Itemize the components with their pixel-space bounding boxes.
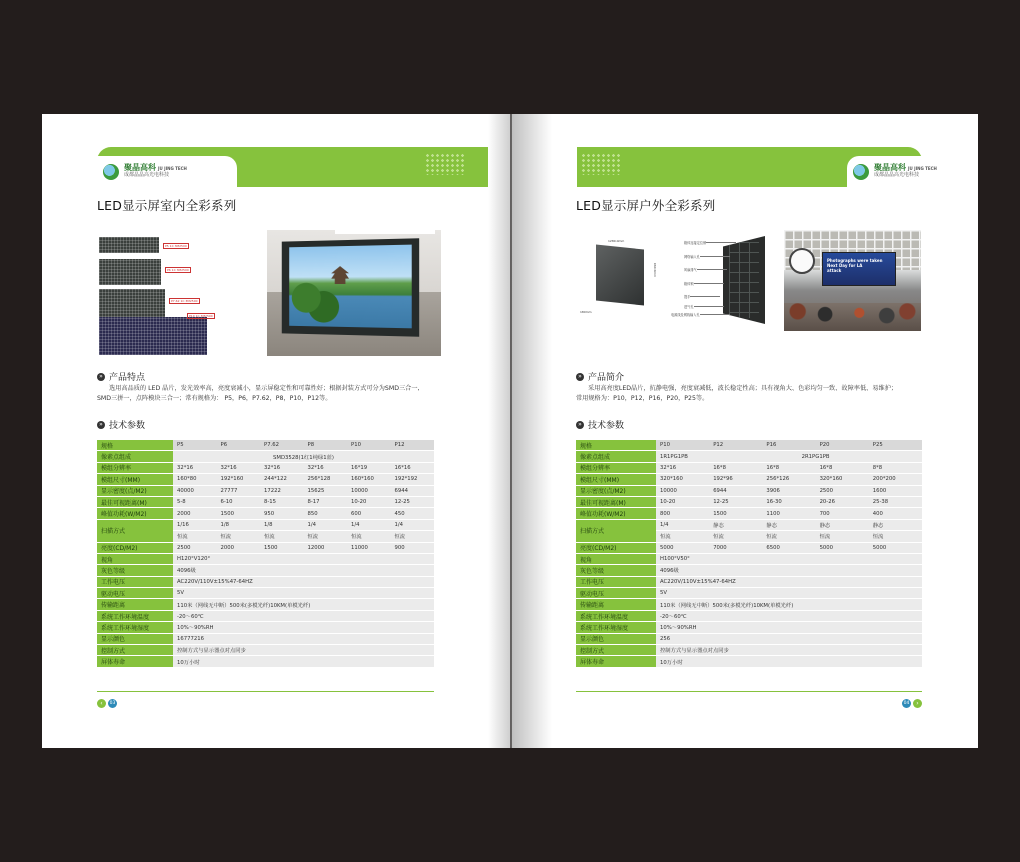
spec-value-cell: 32*16 xyxy=(260,463,304,473)
spec-label-cell: 驱动电压 xyxy=(97,588,173,598)
spec-label-cell: 最佳可视距离(M) xyxy=(97,497,173,507)
module-image xyxy=(99,289,165,317)
logo-name: 聚晶高科 xyxy=(124,163,156,173)
spec-label-cell: 扫描方式 xyxy=(576,520,656,542)
spec-label-cell: 传输距离 xyxy=(576,599,656,609)
spec-value-cell: 10-20 xyxy=(656,497,709,507)
spec-value-cell: 15625 xyxy=(304,486,348,496)
indoor-display-photo xyxy=(267,230,441,356)
spec-value-cell: 40000 xyxy=(173,486,217,496)
table-row xyxy=(576,565,922,575)
spec-value-cell: 1/4 xyxy=(656,520,709,530)
spec-value-cell: 320*160 xyxy=(656,474,709,484)
dimension-width: 1280.0mm xyxy=(608,239,625,243)
callout-label: 进气孔 xyxy=(684,305,694,309)
spec-value-cell: 3906 xyxy=(762,486,815,496)
pager xyxy=(902,699,922,708)
spec-value-cell: 10%～90%RH xyxy=(656,622,922,632)
spec-value-cell: P16 xyxy=(762,440,815,450)
spec-label-cell: 驱动电压 xyxy=(576,588,656,598)
left-page xyxy=(42,114,510,748)
spec-label-cell: 工作电压 xyxy=(97,577,173,587)
spec-label-cell: 控制方式 xyxy=(97,645,173,655)
spec-value-cell: 静态 xyxy=(762,520,815,530)
spec-label-cell: 视角 xyxy=(97,554,173,564)
spec-value-cell: 7000 xyxy=(709,543,762,553)
table-row xyxy=(576,451,922,461)
spec-label-cell: 系统工作环境温度 xyxy=(97,611,173,621)
led-module-photos xyxy=(99,237,214,353)
spec-value-cell: 1/8 xyxy=(260,520,304,530)
table-row xyxy=(576,497,922,507)
spec-value-cell: 4096级 xyxy=(173,565,434,575)
spec-value-cell: 静态 xyxy=(709,520,762,530)
indoor-spec-table xyxy=(97,439,434,668)
spec-value-cell: 200*200 xyxy=(869,474,922,484)
spec-label-cell: 系统工作环境湿度 xyxy=(576,622,656,632)
spec-value-cell: 2500 xyxy=(816,486,869,496)
features-text: SMD三拼一，点阵模块三合一；常有规格为： P5，P6，P7.62，P8，P10，P12等。 xyxy=(97,395,332,402)
callout-label: 风扇排气 xyxy=(684,268,697,272)
spec-value-cell: 25-38 xyxy=(869,497,922,507)
table-row xyxy=(576,474,922,484)
table-row xyxy=(97,554,434,564)
spec-value-cell: 160*160 xyxy=(347,474,391,484)
table-row xyxy=(97,622,434,632)
spec-label-cell: 系统工作环境温度 xyxy=(576,611,656,621)
spec-label-cell: 峰值功耗(W/M2) xyxy=(576,508,656,518)
spec-value-cell: 192*160 xyxy=(217,474,261,484)
spec-label-cell: 显示密度(点/M2) xyxy=(576,486,656,496)
spec-value-cell: 1R1PG1PB xyxy=(656,451,709,461)
spec-value-cell: 256 xyxy=(656,634,922,644)
spec-value-cell: 5000 xyxy=(816,543,869,553)
table-row xyxy=(576,486,922,496)
spec-label-cell: 扫描方式 xyxy=(97,520,173,542)
module-tag: P6 1C 3M2500 xyxy=(167,268,189,272)
table-row xyxy=(97,463,434,473)
brand-logo xyxy=(97,156,237,187)
spec-value-cell: 1/8 xyxy=(217,520,261,530)
table-row xyxy=(97,588,434,598)
table-row xyxy=(576,645,922,655)
spec-label-cell: 亮度(CD/M2) xyxy=(97,543,173,553)
spec-label-cell: 控制方式 xyxy=(576,645,656,655)
callout-label: 提手 xyxy=(684,295,691,299)
spec-value-cell: 1/4 xyxy=(347,520,391,530)
spec-label-cell: 像素点组成 xyxy=(576,451,656,461)
spec-value-cell: 110米（网线无中断）500米(多模光纤)10KM(单模光纤) xyxy=(173,599,434,609)
logo-subtitle: 成都晶晶高光电科技 xyxy=(874,172,920,179)
outdoor-display-photo xyxy=(784,230,921,331)
logo-en: JU JING TECH xyxy=(908,166,937,172)
spec-value-cell: SMD3528(1红1纯绿1蓝) xyxy=(173,451,434,461)
spec-value-cell: 恒流 xyxy=(709,531,762,541)
table-row xyxy=(576,520,922,530)
page-title: LED显示屏户外全彩系列 xyxy=(576,198,716,213)
spec-value-cell: -20～60℃ xyxy=(656,611,922,621)
dimension-height: 960.0mm xyxy=(653,262,658,278)
bullet-arrow-icon: » xyxy=(576,373,584,381)
logo-icon xyxy=(103,164,119,180)
intro-text: 采用高亮度LED晶片，抗静电强，亮度衰减低，波长稳定性高；具有视角大、色彩均匀一致、故障率低、易维护； xyxy=(588,385,898,392)
spec-label-cell: 像素点组成 xyxy=(97,451,173,461)
logo-subtitle: 成都晶晶高光电科技 xyxy=(124,172,170,179)
spec-value-cell: 16*8 xyxy=(709,463,762,473)
spec-value-cell: 10万小时 xyxy=(656,656,922,666)
spec-value-cell: 6944 xyxy=(709,486,762,496)
spec-label-cell: 规格 xyxy=(97,440,173,450)
module-tag: P7.62 1C 3M2500 xyxy=(171,299,198,303)
spec-value-cell: 1500 xyxy=(709,508,762,518)
spec-value-cell: 1500 xyxy=(260,543,304,553)
gutter-shadow xyxy=(512,114,552,748)
dot-pattern xyxy=(425,153,465,175)
intro-text: 常用规格为：P10，P12，P16，P20，P25等。 xyxy=(576,395,709,402)
spec-label-cell: 灰色等级 xyxy=(97,565,173,575)
dot-pattern xyxy=(581,153,621,175)
spec-value-cell: 12-25 xyxy=(391,497,435,507)
spec-value-cell: P10 xyxy=(656,440,709,450)
features-heading: » 产品特点 xyxy=(97,370,145,383)
table-row xyxy=(576,634,922,644)
footer-rule xyxy=(576,691,922,692)
table-row xyxy=(576,577,922,587)
spec-value-cell: P8 xyxy=(304,440,348,450)
spec-value-cell: 16*8 xyxy=(762,463,815,473)
table-row xyxy=(576,611,922,621)
spec-value-cell: 8*8 xyxy=(869,463,922,473)
spec-label-cell: 亮度(CD/M2) xyxy=(576,543,656,553)
spec-value-cell: 10-20 xyxy=(347,497,391,507)
table-row xyxy=(97,656,434,666)
spec-value-cell: 2500 xyxy=(173,543,217,553)
table-row xyxy=(576,588,922,598)
spec-value-cell: 8-15 xyxy=(260,497,304,507)
table-row xyxy=(576,554,922,564)
table-row xyxy=(97,497,434,507)
spec-value-cell: 控制方式与显示器点对点同步 xyxy=(173,645,434,655)
page-number: 03 xyxy=(109,701,116,706)
spec-value-cell: 32*16 xyxy=(656,463,709,473)
spec-label-cell: 模组尺寸(MM) xyxy=(576,474,656,484)
spec-value-cell: P7.62 xyxy=(260,440,304,450)
module-tag: P5 1C 3M2500 xyxy=(165,244,187,248)
spec-value-cell: 控制方式与显示器点对点同步 xyxy=(656,645,922,655)
spec-label-cell: 显示颜色 xyxy=(97,634,173,644)
spec-value-cell: P6 xyxy=(217,440,261,450)
spec-value-cell: 恒流 xyxy=(260,531,304,541)
spec-value-cell: 恒流 xyxy=(391,531,435,541)
spec-value-cell: 10%～90%RH xyxy=(173,622,434,632)
spec-value-cell: AC220V/110V±15%47-64HZ xyxy=(173,577,434,587)
spec-value-cell: 110米（网线无中断）500米(多模光纤)10KM(单模光纤) xyxy=(656,599,922,609)
spec-value-cell: 恒流 xyxy=(217,531,261,541)
spec-label-cell: 峰值功耗(W/M2) xyxy=(97,508,173,518)
spec-value-cell: 5000 xyxy=(869,543,922,553)
cabinet-back-image xyxy=(723,236,765,324)
spec-value-cell: P5 xyxy=(173,440,217,450)
cabinet-photo xyxy=(568,230,778,330)
table-row xyxy=(97,543,434,553)
module-image xyxy=(99,259,161,285)
spec-value-cell: 256*128 xyxy=(304,474,348,484)
footer-rule xyxy=(97,691,434,692)
spec-value-cell: 160*80 xyxy=(173,474,217,484)
features-text: 选用高品质的 LED 晶片，发光效率高，亮度衰减小，显示屏稳定性和可靠性好；根据封装方式可分为SMD三合一, xyxy=(109,385,420,392)
module-tag: P10 1C 3M2500 xyxy=(189,314,213,318)
table-row xyxy=(97,634,434,644)
table-row xyxy=(97,451,434,461)
spec-value-cell: 16*8 xyxy=(816,463,869,473)
spec-label-cell: 规格 xyxy=(576,440,656,450)
spec-value-cell: 32*16 xyxy=(217,463,261,473)
spec-value-cell: 1/16 xyxy=(173,520,217,530)
table-row xyxy=(97,577,434,587)
spec-value-cell: 恒流 xyxy=(304,531,348,541)
spec-value-cell: H120°V120° xyxy=(173,554,434,564)
spec-value-cell: 16-30 xyxy=(762,497,815,507)
spec-value-cell: 6-10 xyxy=(217,497,261,507)
bullet-arrow-icon: » xyxy=(97,373,105,381)
spec-value-cell: 32*16 xyxy=(304,463,348,473)
spec-value-cell: 27777 xyxy=(217,486,261,496)
spec-value-cell: 6500 xyxy=(762,543,815,553)
spec-value-cell: 2R1PG1PB xyxy=(709,451,922,461)
pager xyxy=(97,699,117,708)
table-row xyxy=(576,599,922,609)
spec-label-cell: 屏体寿命 xyxy=(576,656,656,666)
module-image xyxy=(99,317,207,355)
billboard-text: Photographs were taken Next Day for LA attack xyxy=(827,258,883,273)
gutter-shadow xyxy=(488,114,512,748)
right-page xyxy=(512,114,978,748)
spec-value-cell: 5-8 xyxy=(173,497,217,507)
module-image xyxy=(99,237,159,253)
spec-label-cell: 模组尺寸(MM) xyxy=(97,474,173,484)
spec-value-cell: 5V xyxy=(656,588,922,598)
spec-value-cell: 900 xyxy=(391,543,435,553)
spec-value-cell: 1/4 xyxy=(304,520,348,530)
spec-value-cell: 恒流 xyxy=(816,531,869,541)
brand-logo xyxy=(847,156,962,187)
spec-value-cell: 850 xyxy=(304,508,348,518)
spec-value-cell: 950 xyxy=(260,508,304,518)
spec-value-cell: -20～60℃ xyxy=(173,611,434,621)
spec-value-cell: 400 xyxy=(869,508,922,518)
dimension-depth: 180mm xyxy=(580,310,592,314)
spec-value-cell: P25 xyxy=(869,440,922,450)
spec-value-cell: 2000 xyxy=(173,508,217,518)
spec-value-cell: 11000 xyxy=(347,543,391,553)
spec-value-cell: P12 xyxy=(391,440,435,450)
callout-label: 电源线及网线输入孔 xyxy=(671,313,700,317)
table-row xyxy=(97,520,434,530)
spec-label-cell: 最佳可视距离(M) xyxy=(576,497,656,507)
spec-label-cell: 灰色等级 xyxy=(576,565,656,575)
spec-value-cell: P20 xyxy=(816,440,869,450)
spec-value-cell: 1100 xyxy=(762,508,815,518)
spec-value-cell: 800 xyxy=(656,508,709,518)
page-number: 04 xyxy=(903,701,910,706)
logo-icon xyxy=(853,164,869,180)
next-page-icon[interactable]: › xyxy=(913,699,922,708)
spec-value-cell: 16777216 xyxy=(173,634,434,644)
spec-value-cell: 192*96 xyxy=(709,474,762,484)
spec-value-cell: 1500 xyxy=(217,508,261,518)
logo-name: 聚晶高科 xyxy=(874,163,906,173)
clock-image xyxy=(789,248,815,274)
bullet-arrow-icon: » xyxy=(97,421,105,429)
spec-value-cell: 10000 xyxy=(347,486,391,496)
spec-value-cell: 恒流 xyxy=(347,531,391,541)
specs-heading: » 技术参数 xyxy=(97,418,145,431)
outdoor-spec-table xyxy=(576,439,922,668)
spec-value-cell: 静态 xyxy=(816,520,869,530)
specs-heading: » 技术参数 xyxy=(576,418,624,431)
spec-value-cell: 5V xyxy=(173,588,434,598)
spec-value-cell: 恒流 xyxy=(656,531,709,541)
table-row xyxy=(576,656,922,666)
spec-value-cell: 1600 xyxy=(869,486,922,496)
spec-value-cell: H100°V50° xyxy=(656,554,922,564)
spec-value-cell: 450 xyxy=(391,508,435,518)
spec-value-cell: 600 xyxy=(347,508,391,518)
table-row xyxy=(576,622,922,632)
spec-label-cell: 显示密度(点/M2) xyxy=(97,486,173,496)
spec-value-cell: 5000 xyxy=(656,543,709,553)
intro-heading: » 产品简介 xyxy=(576,370,624,383)
spec-value-cell: 12-25 xyxy=(709,497,762,507)
logo-en: JU JING TECH xyxy=(158,166,187,172)
spec-value-cell: AC220V/110V±15%47-64HZ xyxy=(656,577,922,587)
table-header-row xyxy=(576,440,922,450)
spec-label-cell: 屏体寿命 xyxy=(97,656,173,666)
spec-value-cell: 16*16 xyxy=(391,463,435,473)
table-row xyxy=(97,645,434,655)
spec-value-cell: 2000 xyxy=(217,543,261,553)
spec-value-cell: 192*192 xyxy=(391,474,435,484)
spec-label-cell: 传输距离 xyxy=(97,599,173,609)
spec-label-cell: 系统工作环境湿度 xyxy=(97,622,173,632)
table-row xyxy=(97,508,434,518)
spec-value-cell: P10 xyxy=(347,440,391,450)
spec-value-cell: 8-17 xyxy=(304,497,348,507)
spec-label-cell: 模组分辨率 xyxy=(97,463,173,473)
callout-label: 箱体连接定位销 xyxy=(684,241,707,245)
spec-value-cell: 静态 xyxy=(869,520,922,530)
spec-label-cell: 视角 xyxy=(576,554,656,564)
table-row xyxy=(576,543,922,553)
spec-value-cell: 恒流 xyxy=(173,531,217,541)
spec-value-cell: 恒流 xyxy=(762,531,815,541)
table-row xyxy=(576,508,922,518)
spec-value-cell: 4096级 xyxy=(656,565,922,575)
spec-value-cell: 320*160 xyxy=(816,474,869,484)
spec-label-cell: 模组分辨率 xyxy=(576,463,656,473)
spec-value-cell: 10000 xyxy=(656,486,709,496)
callout-label: 箱体锁 xyxy=(684,282,694,286)
page-title: LED显示屏室内全彩系列 xyxy=(97,198,237,213)
spec-value-cell: 10万小时 xyxy=(173,656,434,666)
spec-value-cell: 244*122 xyxy=(260,474,304,484)
table-row xyxy=(576,463,922,473)
table-row xyxy=(97,565,434,575)
spec-value-cell: 1/4 xyxy=(391,520,435,530)
spec-value-cell: 20-26 xyxy=(816,497,869,507)
led-screen xyxy=(282,238,419,337)
table-row xyxy=(97,599,434,609)
prev-page-icon[interactable]: ‹ xyxy=(97,699,106,708)
billboard-screen xyxy=(822,252,896,286)
table-row xyxy=(97,611,434,621)
spec-value-cell: 256*126 xyxy=(762,474,815,484)
table-row xyxy=(97,486,434,496)
bullet-arrow-icon: » xyxy=(576,421,584,429)
spec-value-cell: 12000 xyxy=(304,543,348,553)
spec-value-cell: 6944 xyxy=(391,486,435,496)
table-header-row xyxy=(97,440,434,450)
table-row xyxy=(97,474,434,484)
spec-value-cell: P12 xyxy=(709,440,762,450)
callout-label: 网络输入孔 xyxy=(684,255,700,259)
spec-value-cell: 700 xyxy=(816,508,869,518)
spec-value-cell: 32*16 xyxy=(173,463,217,473)
spec-value-cell: 16*19 xyxy=(347,463,391,473)
spec-label-cell: 显示颜色 xyxy=(576,634,656,644)
spec-label-cell: 工作电压 xyxy=(576,577,656,587)
spec-value-cell: 17222 xyxy=(260,486,304,496)
cabinet-front-image xyxy=(596,244,644,305)
spec-value-cell: 恒流 xyxy=(869,531,922,541)
